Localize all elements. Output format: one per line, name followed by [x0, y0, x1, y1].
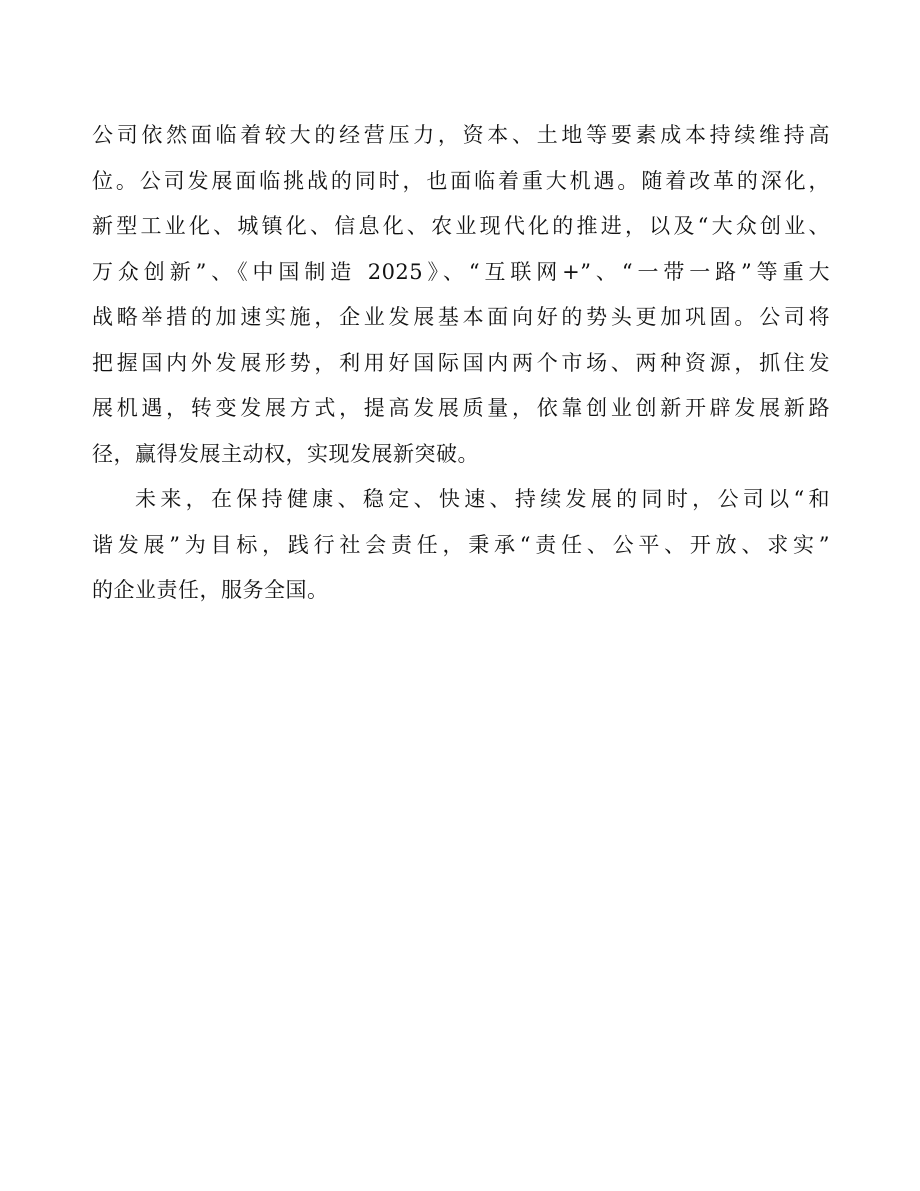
paragraph-line: 谐发展”为目标，践行社会责任，秉承“责任、公平、开放、求实”	[92, 532, 830, 557]
paragraph-1	[92, 113, 830, 477]
paragraph-line: 万众创新”、《中国制造 2025》、“互联网+”、“一带一路”等重大	[92, 259, 830, 284]
paragraph-line: 未来，在保持健康、稳定、快速、持续发展的同时，公司以“和	[135, 487, 830, 511]
paragraph-line: 展机遇，转变发展方式，提高发展质量，依靠创业创新开辟发展新路	[92, 396, 830, 420]
paragraph-line: 战略举措的加速实施，企业发展基本面向好的势头更加巩固。公司将	[92, 305, 830, 329]
paragraph-line: 的企业责任，服务全国。	[92, 578, 329, 602]
paragraph-line: 径，赢得发展主动权，实现发展新突破。	[92, 441, 479, 466]
paragraph-line: 把握国内外发展形势，利用好国际国内两个市场、两种资源，抓住发	[92, 350, 830, 375]
paragraph-line: 位。公司发展面临挑战的同时，也面临着重大机遇。随着改革的深化，	[92, 168, 830, 193]
paragraph-line: 公司依然面临着较大的经营压力，资本、土地等要素成本持续维持高	[92, 123, 830, 147]
paragraph-2	[92, 477, 830, 614]
document-page	[92, 113, 830, 614]
paragraph-line: 新型工业化、城镇化、信息化、农业现代化的推进，以及“大众创业、	[92, 214, 830, 238]
